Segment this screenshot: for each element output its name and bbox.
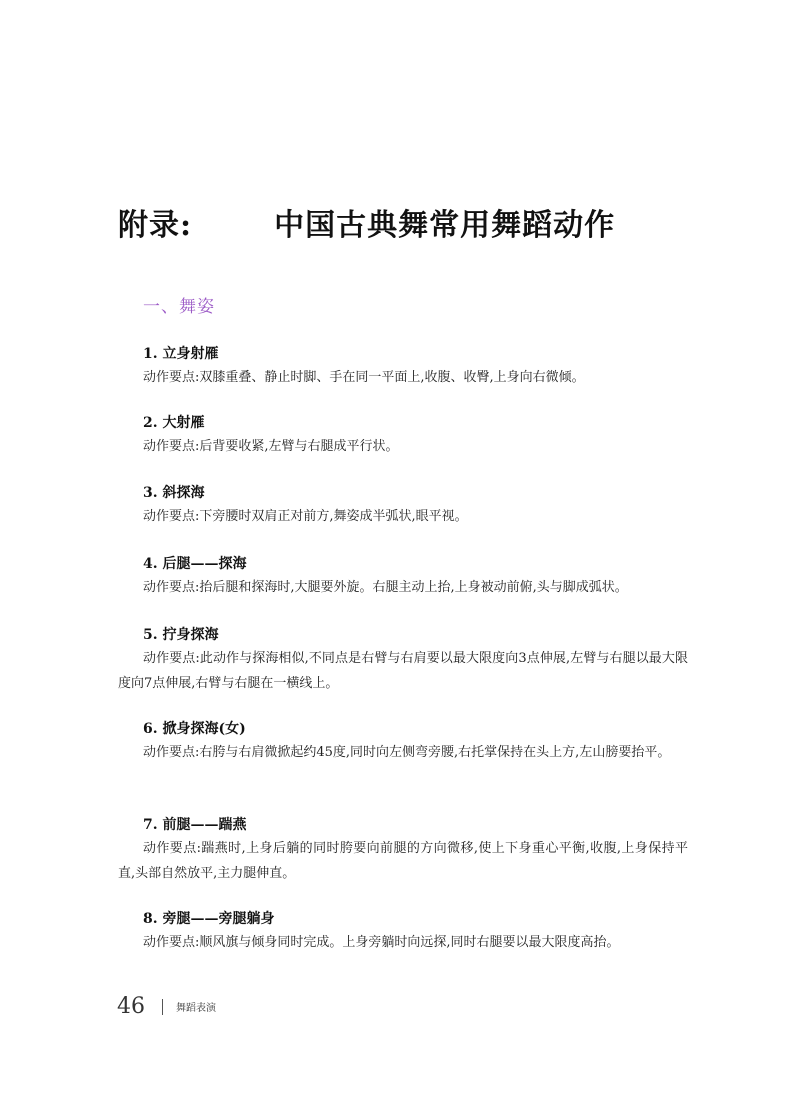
entry-title: 3. 斜探海 xyxy=(143,485,205,501)
title-prefix: 附录: xyxy=(118,208,193,243)
entry-title: 5. 拧身探海 xyxy=(143,627,219,643)
page-title xyxy=(118,200,615,244)
running-title: 舞蹈表演 xyxy=(176,1003,216,1014)
entry-title: 4. 后腿——探海 xyxy=(143,556,247,572)
entry-body: 动作要点:右胯与右肩微掀起约45度,同时向左侧弯旁腰,右托掌保持在头上方,左山膀要抬平。 xyxy=(143,745,671,760)
entry-body: 动作要点:下旁腰时双肩正对前方,舞姿成半弧状,眼平视。 xyxy=(143,509,468,524)
entry-8 xyxy=(118,908,688,955)
title-main: 中国古典舞常用舞蹈动作 xyxy=(274,208,616,243)
entry-5 xyxy=(118,624,688,696)
entry-title: 7. 前腿——踹燕 xyxy=(143,817,247,833)
entry-6 xyxy=(118,718,688,765)
entry-body: 动作要点:双膝重叠、静止时脚、手在同一平面上,收腹、收臀,上身向右微倾。 xyxy=(143,370,585,385)
entry-7 xyxy=(118,814,688,886)
section-heading: 一、舞姿 xyxy=(143,297,215,317)
entry-body: 动作要点:顺风旗与倾身同时完成。上身旁躺时向远探,同时右腿要以最大限度高抬。 xyxy=(143,935,620,950)
entry-body: 动作要点:此动作与探海相似,不同点是右臂与右肩要以最大限度向3点伸展,左臂与右腿以最大限度向7点伸展,右臂与右腿在一横线上。 xyxy=(118,651,688,691)
entry-title: 8. 旁腿——旁腿躺身 xyxy=(143,911,275,927)
entry-title: 6. 掀身探海(女) xyxy=(143,721,246,737)
entry-4 xyxy=(118,553,688,600)
entry-title: 1. 立身射雁 xyxy=(143,346,219,362)
entry-title: 2. 大射雁 xyxy=(143,415,205,431)
page-number: 46 xyxy=(117,994,145,1019)
entry-2 xyxy=(118,412,688,459)
entry-body: 动作要点:踹燕时,上身后躺的同时胯要向前腿的方向微移,使上下身重心平衡,收腹,上身保持平直,头部自然放平,主力腿伸直。 xyxy=(118,841,688,881)
footer-divider xyxy=(162,999,163,1015)
entry-body: 动作要点:后背要收紧,左臂与右腿成平行状。 xyxy=(143,439,399,454)
page-footer xyxy=(117,994,216,1019)
entry-body: 动作要点:抬后腿和探海时,大腿要外旋。右腿主动上抬,上身被动前俯,头与脚成弧状。 xyxy=(143,580,628,595)
entry-1 xyxy=(118,343,688,390)
entry-3 xyxy=(118,482,688,529)
